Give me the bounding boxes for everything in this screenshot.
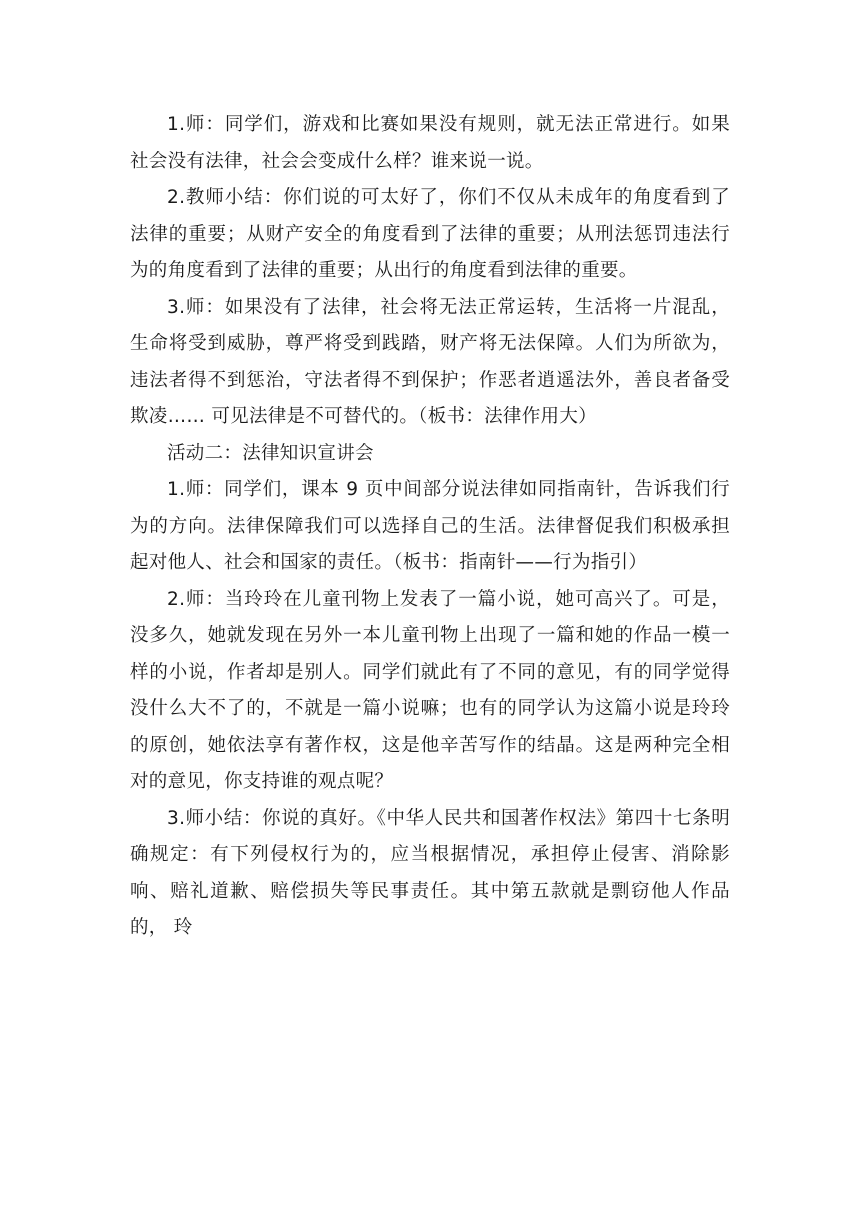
paragraph-1: 1.师：同学们，游戏和比赛如果没有规则，就无法正常进行。如果社会没有法律，社会会变成什么样？谁来说一说。 <box>130 114 730 172</box>
section-heading-activity-2: 活动二：法律知识宣讲会 <box>167 442 374 464</box>
paragraph-5: 2.师：当玲玲在儿童刊物上发表了一篇小说，她可高兴了。可是，没多久，她就发现在另外一本儿童刊物上出现了一篇和她的作品一模一样的小说，作者却是别人。同学们就此有了不同的意见，有的同学觉得没什么大不了的，不就是一篇小说嘛；也有的同学认为这篇小说是玲玲的原创，她依法享有著作权，这是他辛苦写作的结晶。这是两种完全相对的意见，你支持谁的观点呢？ <box>130 588 730 792</box>
paragraph-6: 3.师小结：你说的真好。《中华人民共和国著作权法》第四十七条明确规定：有下列侵权行为的，应当根据情况，承担停止侵害、消除影响、赔礼道歉、赔偿损失等民事责任。其中第五款就是剽窃他人作品的， 玲 <box>130 807 730 938</box>
paragraph-4: 1.师：同学们，课本 9 页中间部分说法律如同指南针，告诉我们行为的方向。法律保障我们可以选择自己的生活。法律督促我们积极承担起对他人、社会和国家的责任。（板书：指南针——行为指引） <box>130 479 730 573</box>
paragraph-3: 3.师：如果没有了法律，社会将无法正常运转，生活将一片混乱，生命将受到威胁，尊严将受到践踏，财产将无法保障。人们为所欲为，违法者得不到惩治，守法者得不到保护；作恶者逍遥法外，善良者备受欺凌…… 可见法律是不可替代的。（板书：法律作用大） <box>130 296 730 427</box>
document-page <box>130 107 730 947</box>
paragraph-2: 2.教师小结：你们说的可太好了，你们不仅从未成年的角度看到了法律的重要；从财产安全的角度看到了法律的重要；从刑法惩罚违法行为的角度看到了法律的重要；从出行的角度看到法律的重要。 <box>130 187 730 281</box>
